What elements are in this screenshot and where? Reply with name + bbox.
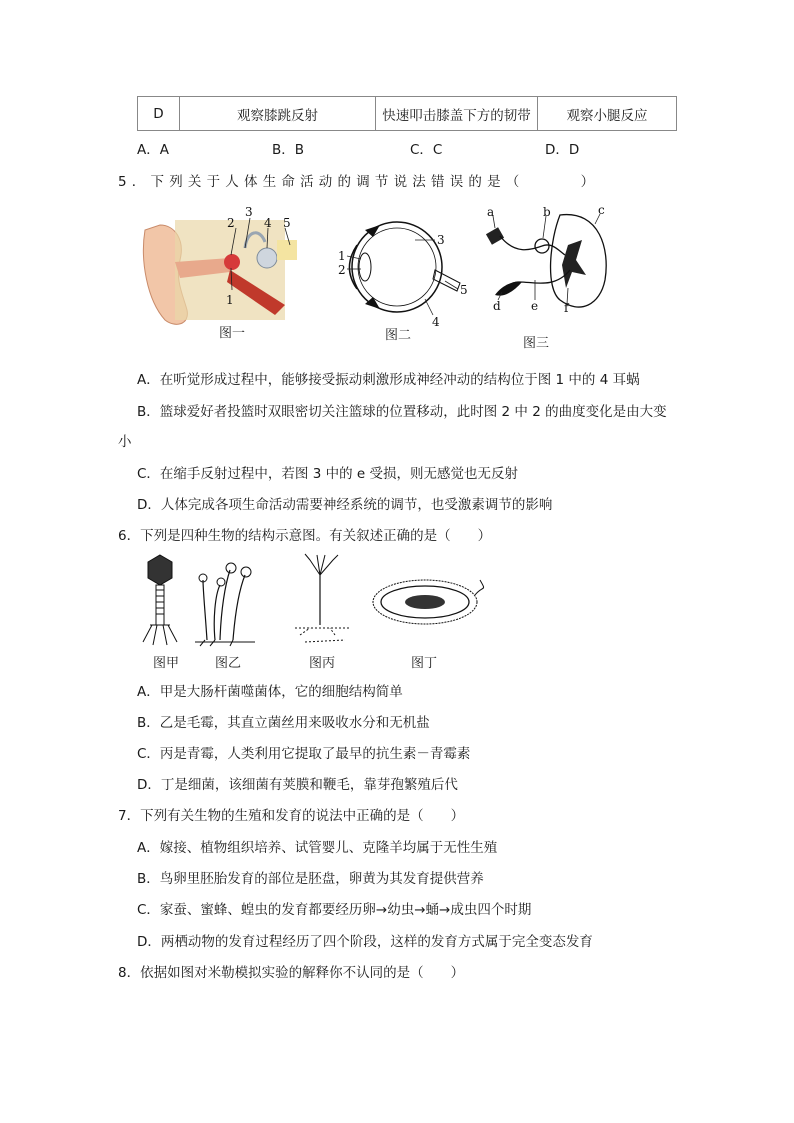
q7-option-b: B．鸟卵里胚胎发育的部位是胚盘，卵黄为其发育提供营养 — [137, 871, 484, 887]
receptor-a-shape — [486, 227, 504, 244]
fig1-label: 4 — [264, 216, 272, 230]
q5-option-c: C．在缩手反射过程中，若图 3 中的 e 受损，则无感觉也无反射 — [137, 466, 518, 482]
fig1-label: 1 — [226, 293, 234, 307]
q4-option-b: B．B — [272, 142, 305, 158]
fig1-caption: 图一 — [219, 326, 246, 341]
table-row — [138, 97, 677, 131]
organisms-figure — [135, 550, 495, 675]
fig3-label: c — [598, 203, 605, 217]
cornea-shape — [350, 245, 358, 289]
q5-stem: 5．下列关于人体生命活动的调节说法错误的是（ ） — [118, 174, 600, 190]
phage-tail-shape — [156, 585, 164, 625]
q5-option-a: A．在听觉形成过程中，能够接受振动刺激形成神经冲动的结构位于图 1 中的 4 耳蜗 — [137, 372, 640, 388]
q4-option-c: C．C — [410, 142, 443, 158]
table-cell: 观察小腿反应 — [538, 97, 677, 131]
auditory-nerve-shape — [277, 240, 297, 260]
experiment-table — [137, 96, 677, 131]
penicillium-mycelium-shape — [295, 628, 350, 642]
bacterium-flagellum-shape — [475, 580, 484, 595]
table-cell: 快速叩击膝盖下方的韧带 — [376, 97, 538, 131]
q6-option-c: C．丙是青霉，人类利用它提取了最早的抗生素－青霉素 — [137, 746, 471, 762]
q6-option-a: A．甲是大肠杆菌噬菌体，它的细胞结构简单 — [137, 684, 403, 700]
q4-option-d: D．D — [545, 142, 580, 158]
fig1-label: 3 — [245, 205, 253, 219]
lens-shape — [359, 253, 371, 281]
q5-option-d: D．人体完成各项生命活动需要神经系统的调节，也受激素调节的影响 — [137, 497, 553, 513]
fig2-label: 1 — [338, 249, 346, 263]
table-cell: 观察膝跳反射 — [180, 97, 376, 131]
q7-stem: 7．下列有关生物的生殖和发育的说法中正确的是（ ） — [118, 808, 465, 824]
fig3-label: f — [564, 301, 569, 315]
organism-caption: 图丙 — [309, 656, 336, 671]
fig3-label: a — [487, 205, 495, 219]
fig3-label: b — [543, 205, 551, 219]
table-cell: D — [138, 97, 180, 131]
fig1-label: 5 — [283, 216, 291, 230]
mucor-hyphae-shape — [203, 570, 245, 640]
cochlea-shape — [257, 248, 277, 268]
grey-matter-shape — [562, 240, 586, 288]
fig1-label: 2 — [227, 216, 235, 230]
organism-caption: 图甲 — [153, 656, 180, 671]
fig2-label: 5 — [460, 283, 468, 297]
bacterium-dna-shape — [405, 595, 445, 609]
penicillium-brush-shape — [305, 554, 338, 575]
mucor-base-shape — [195, 640, 255, 646]
q6-option-b: B．乙是毛霉，其直立菌丝用来吸收水分和无机盐 — [137, 715, 430, 731]
sensory-neuron-shape — [500, 236, 565, 255]
fig2-label: 3 — [437, 233, 445, 247]
phage-head-shape — [148, 555, 172, 585]
q5-option-b: B．篮球爱好者投篮时双眼密切关注篮球的位置移动，此时图 2 中 2 的曲度变化是由大变 — [137, 404, 667, 420]
fig3-label: e — [531, 299, 539, 313]
eyeball-shape — [352, 222, 442, 312]
fig2-caption: 图二 — [385, 328, 412, 343]
q6-stem: 6．下列是四种生物的结构示意图。有关叙述正确的是（ ） — [118, 528, 492, 544]
fig3-caption: 图三 — [523, 336, 550, 351]
reflex-arc-figure — [480, 200, 630, 350]
eardrum-shape — [224, 254, 240, 270]
q4-option-a: A．A — [137, 142, 169, 158]
fig3-label: d — [493, 299, 501, 313]
mucor-sporangium-shape — [226, 563, 236, 573]
ear-diagram-figure — [135, 200, 305, 350]
organism-caption: 图丁 — [411, 656, 438, 671]
q6-option-d: D．丁是细菌，该细菌有荚膜和鞭毛，靠芽孢繁殖后代 — [137, 777, 458, 793]
effector-d-shape — [495, 282, 522, 296]
q7-option-c: C．家蚕、蜜蜂、蝗虫的发育都要经历卵→幼虫→蛹→成虫四个时期 — [137, 902, 532, 918]
mucor-sporangium-shape — [217, 578, 225, 586]
fig2-label: 4 — [432, 315, 440, 329]
q7-option-d: D．两栖动物的发育过程经历了四个阶段，这样的发育方式属于完全变态发育 — [137, 934, 593, 950]
organism-caption: 图乙 — [215, 656, 242, 671]
q7-option-a: A．嫁接、植物组织培养、试管婴儿、克隆羊均属于无性生殖 — [137, 840, 498, 856]
spinal-cord-shape — [551, 215, 607, 307]
phage-tail-fibers-shape — [143, 625, 177, 645]
q8-stem: 8．依据如图对米勒模拟实验的解释你不认同的是（ ） — [118, 965, 465, 981]
mucor-sporangium-shape — [241, 567, 251, 577]
eye-diagram-figure — [335, 215, 475, 345]
fig2-label: 2 — [338, 263, 346, 277]
q5-option-b-continued: 小 — [118, 434, 132, 450]
ciliary-shape — [365, 225, 380, 309]
